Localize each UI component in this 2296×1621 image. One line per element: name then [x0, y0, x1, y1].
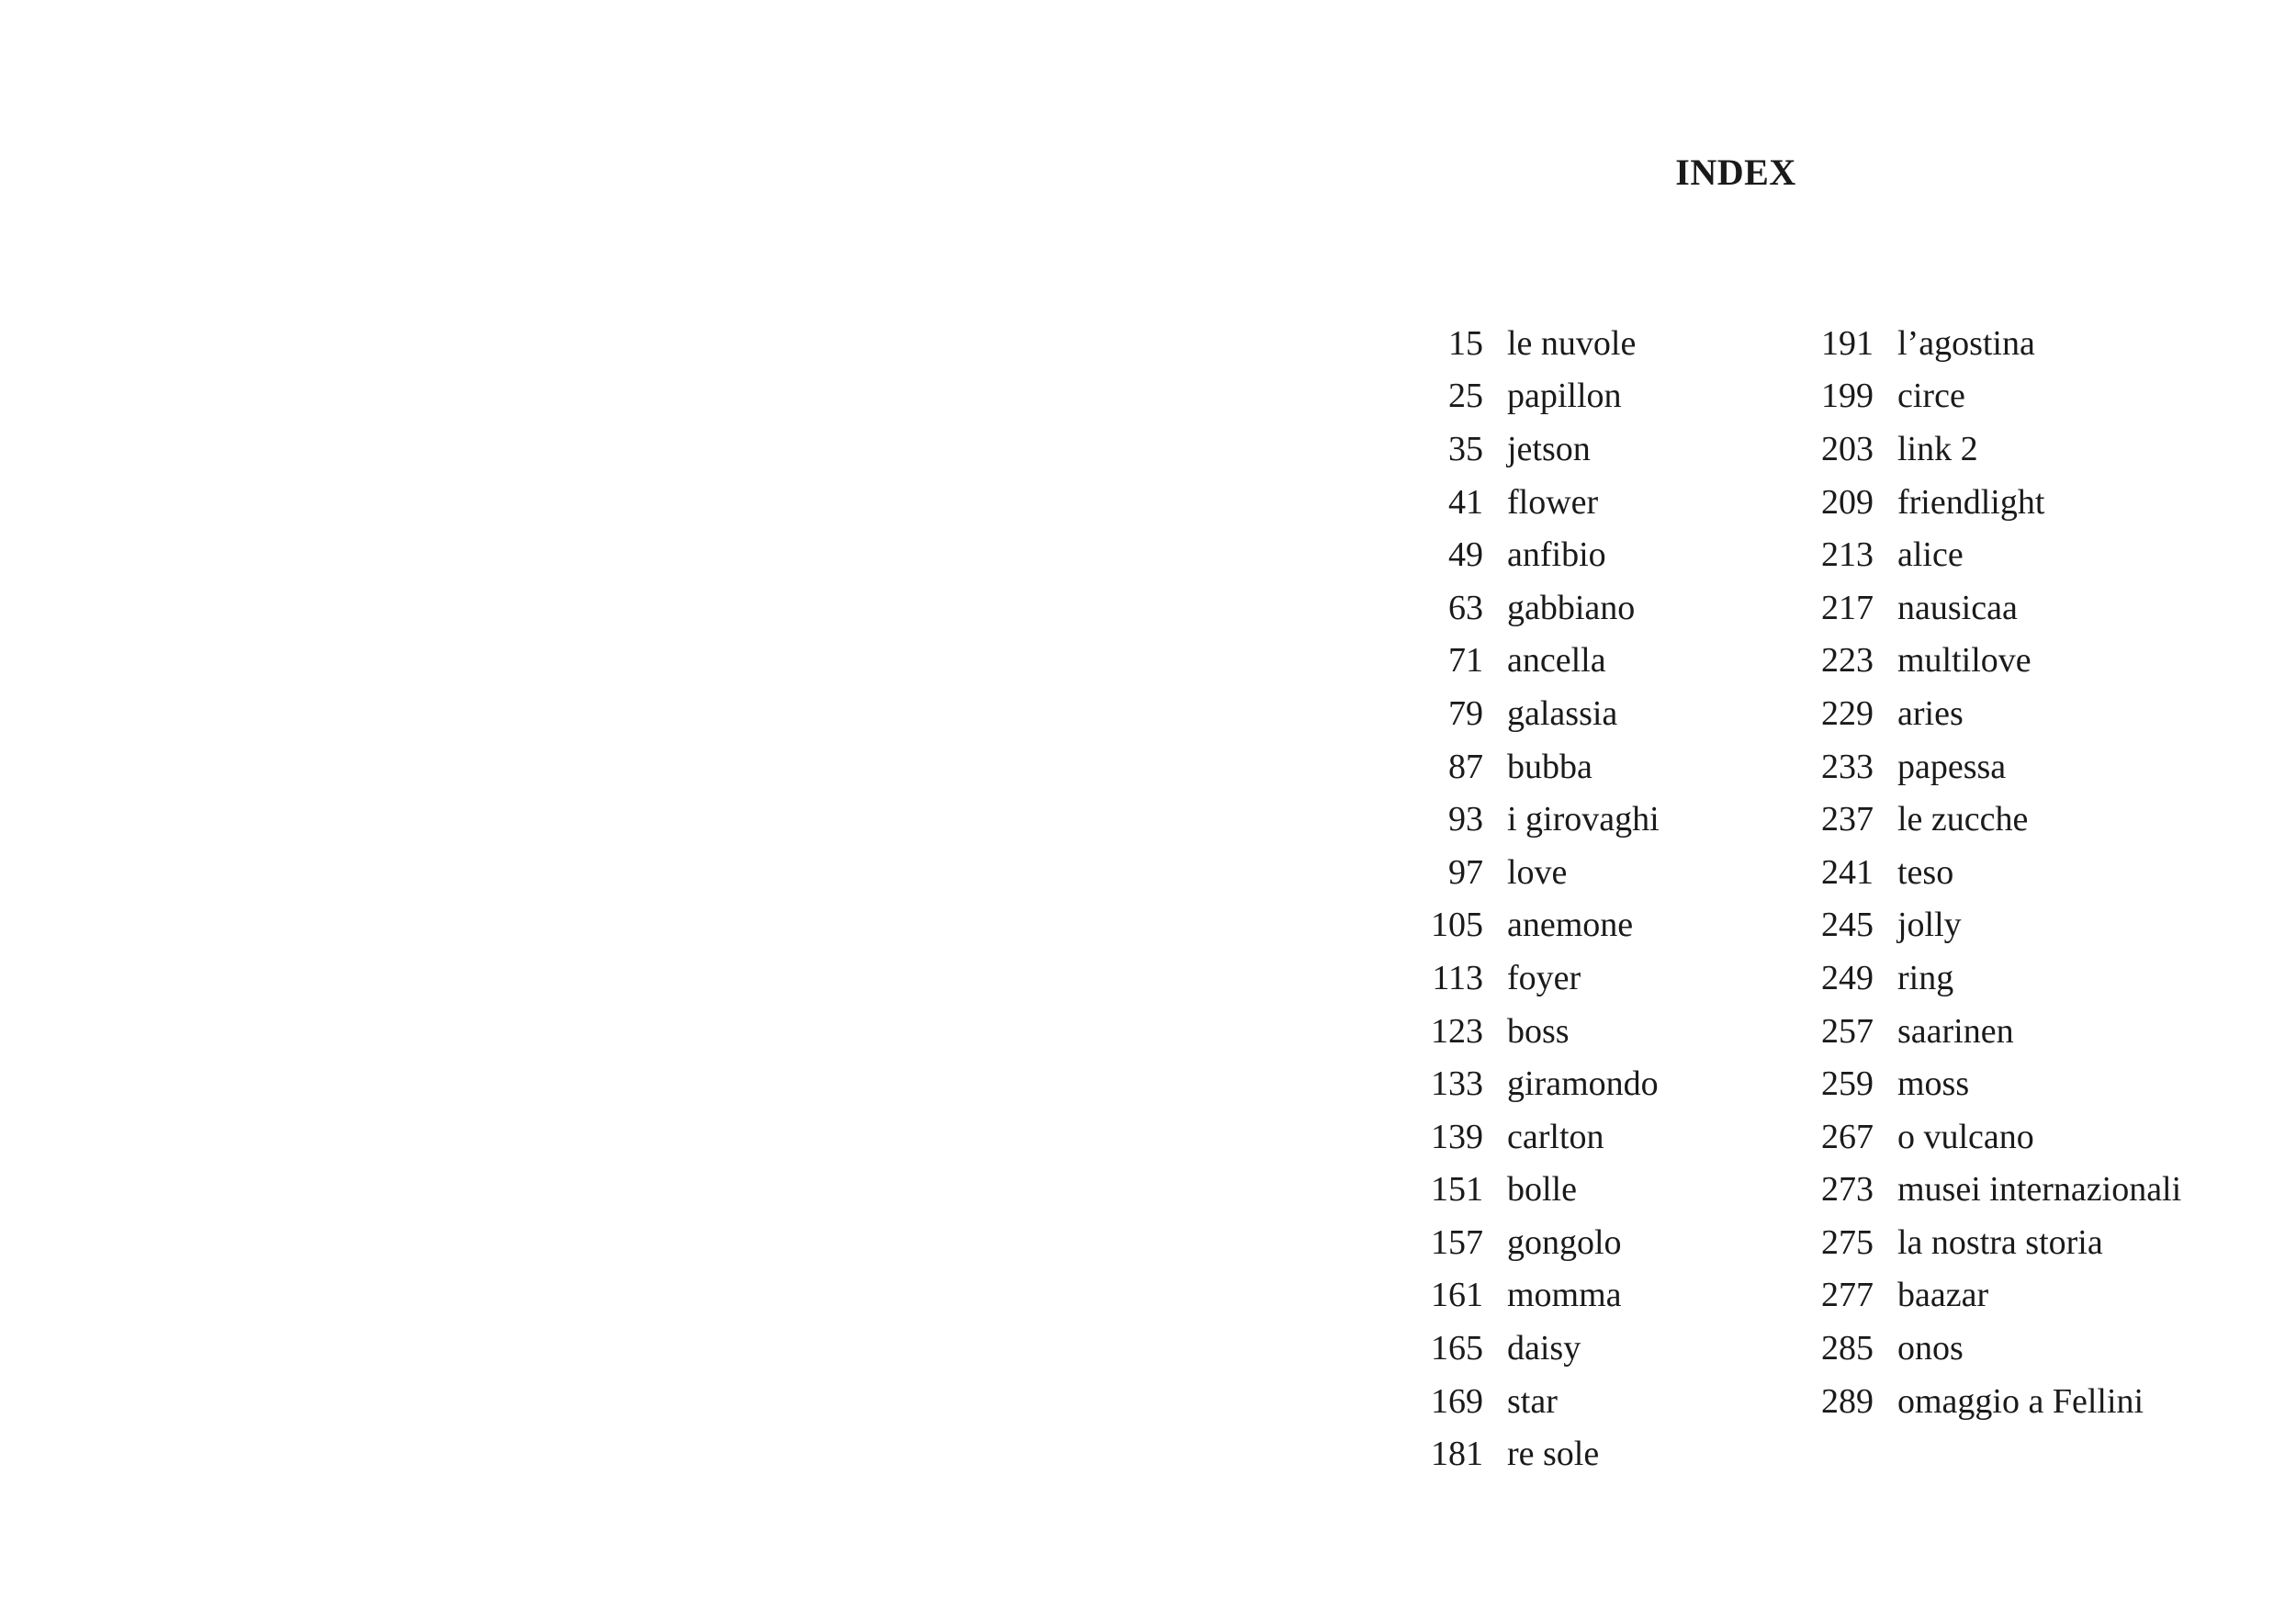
entry-page-number: 133 [1431, 1064, 1483, 1104]
entry-title: gongolo [1507, 1222, 1622, 1262]
index-column-2 [1805, 317, 2181, 1427]
entry-page-number: 169 [1431, 1381, 1483, 1421]
index-entry [1414, 422, 1660, 476]
entry-page-number: 191 [1821, 323, 1874, 363]
entry-page-number: 139 [1431, 1117, 1483, 1156]
entry-page-number: 267 [1821, 1117, 1874, 1156]
entry-title: papillon [1507, 377, 1622, 416]
entry-title: link 2 [1897, 429, 1978, 468]
index-entry [1414, 793, 1660, 846]
entry-page-number: 41 [1448, 482, 1483, 522]
entry-page-number: 273 [1821, 1170, 1874, 1210]
entry-page-number: 113 [1432, 958, 1483, 997]
index-entry [1414, 846, 1660, 899]
entry-page-number: 213 [1821, 535, 1874, 575]
index-entry [1805, 740, 2181, 794]
entry-page-number: 93 [1448, 800, 1483, 839]
entry-page-number: 209 [1821, 482, 1874, 522]
entry-title: alice [1897, 535, 1964, 575]
index-entry [1414, 740, 1660, 794]
entry-page-number: 97 [1448, 852, 1483, 892]
entry-title: momma [1507, 1276, 1622, 1315]
index-entry [1805, 317, 2181, 370]
index-entry [1414, 1269, 1660, 1323]
entry-title: re sole [1507, 1435, 1600, 1474]
entry-page-number: 259 [1821, 1064, 1874, 1104]
entry-title: carlton [1507, 1117, 1604, 1156]
entry-title: teso [1897, 852, 1954, 892]
entry-title: l’agostina [1897, 323, 2035, 363]
entry-page-number: 241 [1821, 852, 1874, 892]
index-entry [1414, 899, 1660, 952]
entry-page-number: 25 [1448, 377, 1483, 416]
entry-title: friendlight [1897, 482, 2045, 522]
index-entry [1805, 846, 2181, 899]
entry-page-number: 79 [1448, 693, 1483, 733]
entry-title: ring [1897, 958, 1954, 997]
index-entry [1805, 1005, 2181, 1058]
index-entry [1414, 317, 1660, 370]
index-entry [1414, 1322, 1660, 1375]
index-entry [1414, 528, 1660, 581]
index-entry [1805, 1110, 2181, 1164]
entry-title: anfibio [1507, 535, 1606, 575]
entry-title: le zucche [1897, 800, 2029, 839]
index-entry [1805, 1322, 2181, 1375]
index-entry [1414, 1164, 1660, 1217]
index-entry [1414, 1375, 1660, 1428]
entry-title: gabbiano [1507, 588, 1636, 627]
entry-title: i girovaghi [1507, 800, 1660, 839]
index-entry [1805, 899, 2181, 952]
index-entry [1805, 581, 2181, 635]
entry-title: musei internazionali [1897, 1170, 2182, 1210]
entry-title: giramondo [1507, 1064, 1659, 1104]
entry-page-number: 123 [1431, 1011, 1483, 1051]
entry-page-number: 249 [1821, 958, 1874, 997]
entry-page-number: 15 [1448, 323, 1483, 363]
entry-title: onos [1897, 1329, 1964, 1368]
entry-title: daisy [1507, 1329, 1581, 1368]
entry-title: moss [1897, 1064, 1970, 1104]
entry-page-number: 237 [1821, 800, 1874, 839]
index-entry [1805, 687, 2181, 740]
entry-page-number: 63 [1448, 588, 1483, 627]
index-entry [1805, 793, 2181, 846]
entry-page-number: 257 [1821, 1011, 1874, 1051]
entry-page-number: 157 [1431, 1222, 1483, 1262]
entry-page-number: 277 [1821, 1276, 1874, 1315]
entry-page-number: 35 [1448, 429, 1483, 468]
index-entry [1805, 1164, 2181, 1217]
entry-page-number: 105 [1431, 906, 1483, 945]
entry-title: anemone [1507, 906, 1634, 945]
entry-page-number: 181 [1431, 1435, 1483, 1474]
entry-title: multilove [1897, 641, 2032, 681]
entry-page-number: 233 [1821, 747, 1874, 786]
index-entry [1414, 581, 1660, 635]
index-entry [1414, 635, 1660, 688]
index-entry [1805, 1375, 2181, 1428]
index-entry [1414, 1005, 1660, 1058]
entry-page-number: 199 [1821, 377, 1874, 416]
entry-title: flower [1507, 482, 1599, 522]
entry-title: boss [1507, 1011, 1570, 1051]
entry-title: bubba [1507, 747, 1593, 786]
index-entry [1805, 1269, 2181, 1323]
entry-title: galassia [1507, 693, 1618, 733]
index-entry [1805, 635, 2181, 688]
entry-title: jolly [1897, 906, 1962, 945]
entry-page-number: 223 [1821, 641, 1874, 681]
index-entry [1414, 476, 1660, 529]
entry-title: star [1507, 1381, 1558, 1421]
index-entry [1414, 370, 1660, 423]
index-entry [1414, 1057, 1660, 1110]
entry-title: saarinen [1897, 1011, 2014, 1051]
index-entry [1414, 1110, 1660, 1164]
entry-title: o vulcano [1897, 1117, 2034, 1156]
entry-page-number: 151 [1431, 1170, 1483, 1210]
index-entry [1805, 422, 2181, 476]
index-entry [1414, 687, 1660, 740]
entry-title: le nuvole [1507, 323, 1637, 363]
index-entry [1414, 951, 1660, 1005]
entry-title: ancella [1507, 641, 1606, 681]
entry-page-number: 49 [1448, 535, 1483, 575]
entry-title: foyer [1507, 958, 1581, 997]
entry-page-number: 165 [1431, 1329, 1483, 1368]
entry-page-number: 203 [1821, 429, 1874, 468]
entry-title: baazar [1897, 1276, 1989, 1315]
entry-page-number: 289 [1821, 1381, 1874, 1421]
index-entry [1414, 1427, 1660, 1480]
entry-page-number: 245 [1821, 906, 1874, 945]
entry-title: aries [1897, 693, 1964, 733]
entry-title: circe [1897, 377, 1965, 416]
entry-page-number: 275 [1821, 1222, 1874, 1262]
index-column-1 [1414, 317, 1660, 1480]
entry-title: la nostra storia [1897, 1222, 2103, 1262]
index-entry [1414, 1216, 1660, 1269]
entry-title: bolle [1507, 1170, 1577, 1210]
entry-title: nausicaa [1897, 588, 2018, 627]
entry-title: papessa [1897, 747, 2007, 786]
entry-page-number: 229 [1821, 693, 1874, 733]
entry-page-number: 161 [1431, 1276, 1483, 1315]
index-entry [1805, 951, 2181, 1005]
index-entry [1805, 1216, 2181, 1269]
entry-title: omaggio a Fellini [1897, 1381, 2144, 1421]
entry-title: jetson [1507, 429, 1591, 468]
index-entry [1805, 1057, 2181, 1110]
entry-page-number: 71 [1448, 641, 1483, 681]
entry-page-number: 217 [1821, 588, 1874, 627]
entry-page-number: 87 [1448, 747, 1483, 786]
entry-page-number: 285 [1821, 1329, 1874, 1368]
entry-title: love [1507, 852, 1568, 892]
index-entry [1805, 370, 2181, 423]
index-heading: INDEX [1675, 152, 1796, 193]
index-entry [1805, 528, 2181, 581]
index-entry [1805, 476, 2181, 529]
